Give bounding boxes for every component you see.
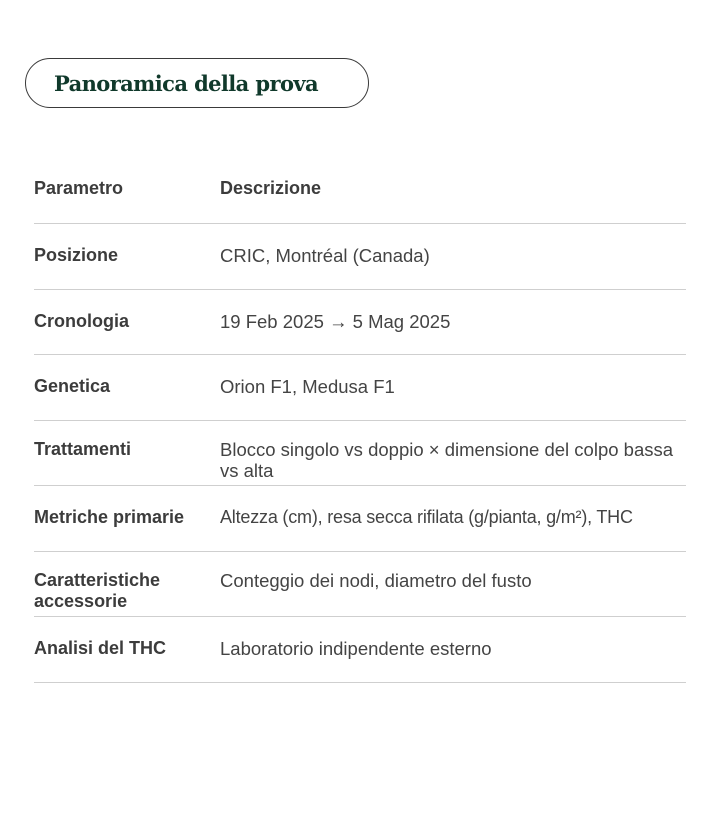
param-value: Conteggio dei nodi, diametro del fusto	[220, 569, 532, 591]
table-row	[34, 552, 686, 618]
table-header-row	[34, 157, 686, 224]
param-value: Laboratorio indipendente esterno	[220, 638, 492, 659]
param-value: Blocco singolo vs doppio × dimensione del colpo bassa vs alta	[220, 438, 674, 481]
table-row	[34, 617, 686, 683]
section-title-pill	[25, 58, 369, 108]
column-header-parameter: Parametro	[34, 178, 124, 198]
table-row	[34, 290, 686, 356]
param-label: Analisi del THC	[34, 638, 167, 658]
param-value: Altezza (cm), resa secca rifilata (g/pianta, g/m²), THC	[220, 507, 633, 527]
param-value: CRIC, Montréal (Canada)	[220, 245, 430, 266]
trial-overview-table	[34, 157, 686, 683]
param-label: Posizione	[34, 245, 119, 265]
column-header-description: Descrizione	[220, 178, 322, 198]
section-title: Panoramica della prova	[54, 70, 318, 96]
param-label: Trattamenti	[34, 438, 132, 459]
param-label: Metriche primarie	[34, 507, 185, 527]
param-label: Genetica	[34, 376, 111, 396]
table-row	[34, 421, 686, 487]
param-value: 19 Feb 2025 → 5 Mag 2025	[220, 310, 451, 332]
param-label: Cronologia	[34, 310, 129, 331]
table-row	[34, 355, 686, 421]
param-label: Caratteristiche accessorie	[34, 569, 161, 611]
table-row	[34, 224, 686, 290]
param-value: Orion F1, Medusa F1	[220, 376, 395, 397]
table-row	[34, 486, 686, 552]
